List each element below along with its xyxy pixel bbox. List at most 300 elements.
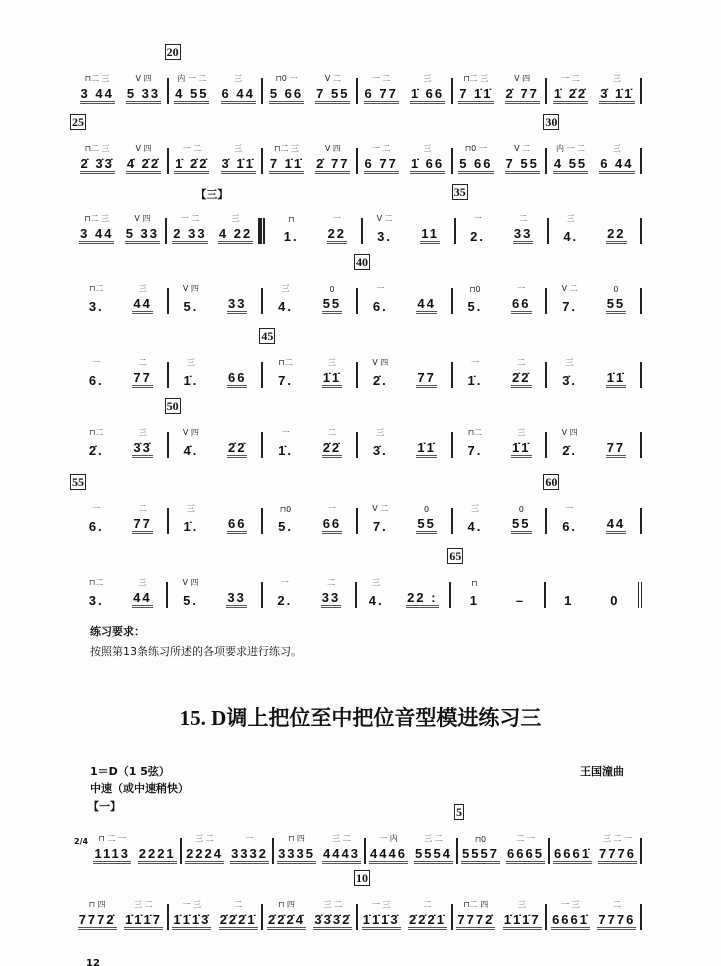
measure xyxy=(169,900,264,930)
measure xyxy=(357,578,451,608)
note-group xyxy=(467,428,484,458)
measure xyxy=(74,428,169,458)
section-label: 【三】 xyxy=(195,188,229,201)
note-group xyxy=(322,285,342,314)
note-group xyxy=(88,428,105,458)
notes: 2̇ 3̇3̇ xyxy=(80,156,115,174)
notes: 2. xyxy=(470,229,485,244)
notes: 5. xyxy=(278,519,294,534)
notes: 5 33 xyxy=(126,86,161,104)
fingering-bowing: ⊓二 xyxy=(89,428,104,437)
notes: 1̇1̇1̇3̇ xyxy=(362,912,401,930)
note-group xyxy=(88,578,105,608)
fingering-bowing: ⊓ 二 一 xyxy=(98,834,126,843)
notes: 6665 xyxy=(506,846,545,864)
notes: 6661̇ xyxy=(553,846,592,864)
fingering-bowing: V 四 xyxy=(182,428,199,437)
measure xyxy=(263,900,358,930)
note-group xyxy=(563,593,574,608)
rehearsal-mark: 55 xyxy=(72,475,84,489)
note-group xyxy=(230,834,269,864)
rehearsal-mark: 65 xyxy=(449,549,462,563)
notes: 2̇2̇2̇1̇ xyxy=(219,912,258,930)
note-group xyxy=(269,74,304,104)
fingering-bowing: 三 xyxy=(372,578,381,587)
notes: 7 1̇1̇ xyxy=(458,86,493,104)
note-group xyxy=(132,284,152,314)
fingering-bowing: ⊓0 一 xyxy=(464,144,487,153)
notes: 4. xyxy=(467,519,483,534)
note-group xyxy=(78,900,117,930)
fingering-bowing: ⊓0 xyxy=(279,505,292,514)
measure xyxy=(182,834,274,864)
notes: 3335 xyxy=(277,846,316,864)
fingering-bowing: ⊓ xyxy=(288,215,295,224)
note-group xyxy=(561,504,578,534)
note-group xyxy=(362,900,401,930)
time-signature: 2/4 xyxy=(74,837,89,846)
measure xyxy=(358,428,453,458)
fingering-bowing: 0 xyxy=(329,285,335,294)
notes: 1̇1̇ xyxy=(606,370,626,388)
notes: 1̇ 66 xyxy=(410,156,445,174)
notes: 7772̇ xyxy=(456,912,495,930)
fingering-bowing: V 二 xyxy=(514,144,531,153)
fingering-bowing: ⊓0 一 xyxy=(275,74,298,83)
notes: 55 xyxy=(606,296,626,314)
score-system xyxy=(74,805,642,866)
measure xyxy=(274,834,366,864)
tempo-marking: 中速（或中速稍快） xyxy=(90,782,189,795)
rehearsal-mark: 30 xyxy=(545,115,558,129)
note-group xyxy=(126,74,161,104)
note-group xyxy=(183,504,200,534)
measure xyxy=(74,358,169,388)
note-group xyxy=(467,504,484,534)
note-group xyxy=(511,428,531,458)
notes: 66 xyxy=(511,296,531,314)
fingering-bowing: ⊓二 三 xyxy=(84,214,110,223)
note-group xyxy=(506,834,545,864)
measure xyxy=(261,329,358,388)
measure xyxy=(263,504,358,534)
notes: 4̇. xyxy=(183,443,199,458)
measure xyxy=(356,871,453,930)
note-group xyxy=(322,834,361,864)
notes: 77 xyxy=(416,370,436,388)
notes: 2224 xyxy=(185,846,224,864)
fingering-bowing: 三 二 xyxy=(424,834,443,843)
note-group xyxy=(267,900,306,930)
notes: 5 33 xyxy=(125,226,160,244)
notes: 2221 xyxy=(138,846,177,864)
fingering-bowing: 二 xyxy=(234,900,243,909)
score-system xyxy=(74,185,642,246)
note-group xyxy=(226,590,246,608)
measure xyxy=(168,578,262,608)
notes: 4 22 xyxy=(218,226,253,244)
measure xyxy=(547,428,642,458)
fingering-bowing: 一 xyxy=(473,214,482,223)
fingering-bowing: V 四 xyxy=(182,578,199,587)
fingering-bowing: 一 三 xyxy=(371,900,391,909)
notes: 66 xyxy=(227,516,247,534)
note-group xyxy=(606,285,626,314)
measure xyxy=(453,900,548,930)
notes: 4 55 xyxy=(174,86,209,104)
fingering-bowing: V 四 xyxy=(561,428,578,437)
fingering-bowing: ⊓二 xyxy=(89,578,104,587)
note-group xyxy=(606,226,626,244)
measure xyxy=(547,358,642,388)
notes: 2̇2̇ xyxy=(227,440,247,458)
notes: 7776 xyxy=(597,912,636,930)
fingering-bowing: 0 xyxy=(424,505,430,514)
notes: 77 xyxy=(606,440,626,458)
fingering-bowing: 一 二 xyxy=(182,144,202,153)
note-group xyxy=(553,846,592,864)
section-label: 【一】 xyxy=(88,800,121,813)
notes: 5 66 xyxy=(269,86,304,104)
fingering-bowing: V 四 xyxy=(135,144,152,153)
note-group xyxy=(458,74,493,104)
note-group xyxy=(372,504,389,534)
measure xyxy=(263,144,358,174)
note-group xyxy=(467,285,484,314)
practice-requirements-heading: 练习要求： xyxy=(90,625,145,638)
notes: 33 xyxy=(513,226,533,244)
notes: 7 55 xyxy=(315,86,350,104)
measure xyxy=(74,74,169,104)
fingering-bowing: V 二 xyxy=(376,214,393,223)
notes: – xyxy=(515,593,526,608)
fingering-bowing: 内 一 二 xyxy=(177,74,207,83)
notes: 33 xyxy=(321,590,341,608)
measure xyxy=(547,74,642,104)
notes: 6 77 xyxy=(364,86,399,104)
fingering-bowing: 三 xyxy=(281,284,290,293)
fingering-bowing: 三 二 一 xyxy=(602,834,632,843)
measure xyxy=(166,45,264,104)
notes: 1̇1̇ xyxy=(416,440,436,458)
fingering-bowing: V 四 xyxy=(514,74,531,83)
fingering-bowing: 二 xyxy=(138,504,147,513)
notes: 4. xyxy=(278,299,294,314)
note-group xyxy=(322,504,342,534)
notes: 55 xyxy=(322,296,342,314)
notes: 2̇. xyxy=(88,443,104,458)
note-group xyxy=(172,900,211,930)
notes: 1. xyxy=(283,229,299,244)
measure xyxy=(453,185,549,244)
notes: 7 1̇1̇ xyxy=(269,156,304,174)
score-system xyxy=(74,549,642,610)
notes: 44 xyxy=(416,296,436,314)
measure xyxy=(74,900,169,930)
notes: 2 33 xyxy=(172,226,207,244)
fingering-bowing: 三 xyxy=(186,504,195,513)
note-group xyxy=(609,593,620,608)
fingering-bowing: V 四 xyxy=(182,284,199,293)
note-group xyxy=(503,900,542,930)
fingering-bowing: 二 一 xyxy=(516,834,535,843)
fingering-bowing: ⊓0 xyxy=(474,835,487,844)
measure xyxy=(549,214,642,244)
fingering-bowing: 一 xyxy=(92,504,101,513)
note-group xyxy=(182,284,200,314)
note-group xyxy=(368,578,385,608)
note-group xyxy=(364,144,399,174)
fingering-bowing: 二 xyxy=(327,428,336,437)
note-group xyxy=(414,834,453,864)
notes: 3 44 xyxy=(80,86,115,104)
note-group xyxy=(93,834,131,864)
note-group xyxy=(599,144,634,174)
fingering-bowing: 三 xyxy=(327,358,336,367)
note-group xyxy=(227,516,247,534)
note-group xyxy=(88,284,105,314)
rehearsal-mark: 20 xyxy=(166,45,179,59)
note-group xyxy=(80,74,115,104)
fingering-bowing: ⊓ 四 xyxy=(288,834,305,843)
measure xyxy=(453,504,548,534)
fingering-bowing: ⊓二 xyxy=(467,428,483,437)
notes: 6. xyxy=(372,299,388,314)
note-group xyxy=(456,900,495,930)
note-group xyxy=(606,516,626,534)
fingering-bowing: V 四 xyxy=(324,144,341,153)
rehearsal-mark: 40 xyxy=(356,255,369,269)
measure xyxy=(453,428,548,458)
note-group xyxy=(185,834,224,864)
notes: 6. xyxy=(88,519,104,534)
measure xyxy=(546,582,642,608)
notes: 5. xyxy=(467,299,483,314)
score-system xyxy=(74,399,642,460)
notes: 7. xyxy=(372,519,388,534)
note-group xyxy=(227,370,247,388)
page-number: 12 xyxy=(86,958,100,966)
measure xyxy=(550,834,642,864)
notes: 77 xyxy=(132,370,152,388)
fingering-bowing: 三 二 xyxy=(323,900,343,909)
notes: 7772̇ xyxy=(78,912,117,930)
notes: 2̇2̇2̇1̇ xyxy=(408,912,447,930)
note-group xyxy=(505,144,540,174)
notes: 22 xyxy=(606,226,626,244)
measure xyxy=(74,578,168,608)
note-group xyxy=(511,284,531,314)
fingering-bowing: ⊓ 四 xyxy=(88,900,106,909)
note-group xyxy=(322,358,342,388)
fingering-bowing: 一 xyxy=(517,284,526,293)
measure xyxy=(366,834,458,864)
fingering-bowing: 三 xyxy=(612,74,621,83)
note-group xyxy=(183,358,200,388)
note-group xyxy=(182,578,199,608)
fingering-bowing: 一 xyxy=(280,578,289,587)
note-group xyxy=(125,214,160,244)
note-group xyxy=(174,144,209,174)
fingering-bowing: 一 三 xyxy=(561,900,580,909)
rehearsal-mark: 35 xyxy=(453,185,466,199)
note-group xyxy=(227,296,247,314)
score-system xyxy=(74,329,642,390)
rehearsal-mark: 50 xyxy=(166,399,179,413)
note-group xyxy=(511,505,531,534)
notes: 3 44 xyxy=(79,226,114,244)
fingering-bowing: 二 xyxy=(519,214,528,223)
note-group xyxy=(172,214,207,244)
note-group xyxy=(276,578,293,608)
fingering-bowing: 三 xyxy=(234,74,243,83)
fingering-bowing: ⊓二 三 xyxy=(463,74,489,83)
measure xyxy=(358,358,453,388)
notes: 1113 xyxy=(93,846,131,864)
note-group xyxy=(561,284,578,314)
note-group xyxy=(372,284,389,314)
fingering-bowing: 三 xyxy=(138,284,147,293)
note-group xyxy=(277,834,316,864)
note-group xyxy=(511,358,531,388)
measure xyxy=(90,834,182,864)
notes: 3̇ 1̇1̇ xyxy=(599,86,634,104)
note-group xyxy=(416,440,436,458)
note-group xyxy=(467,358,484,388)
fingering-bowing: 三 xyxy=(376,428,385,437)
notes: 1̇. xyxy=(183,373,199,388)
measure xyxy=(263,284,358,314)
notes: 7 55 xyxy=(505,156,540,174)
note-group xyxy=(551,900,590,930)
notes: 5. xyxy=(183,299,199,314)
note-group xyxy=(221,74,256,104)
measure xyxy=(169,284,264,314)
measure xyxy=(545,115,642,174)
fingering-bowing: 三 xyxy=(470,504,479,513)
note-group xyxy=(372,358,389,388)
fingering-bowing: 三 xyxy=(518,900,527,909)
notes: 66 xyxy=(322,516,342,534)
notes: 1̇1̇ xyxy=(511,440,531,458)
note-group xyxy=(132,358,152,388)
notes: 5554 xyxy=(414,846,453,864)
notes: 6. xyxy=(88,373,104,388)
fingering-bowing: 二 xyxy=(423,900,432,909)
notes: 3. xyxy=(377,229,392,244)
notes: 7. xyxy=(562,299,578,314)
piece-title: 15. D调上把位至中把位音型模进练习三 xyxy=(179,706,542,730)
notes: 33 xyxy=(226,590,246,608)
score-system xyxy=(72,475,642,536)
notes: 1̇. xyxy=(183,519,199,534)
notes: 1̇1̇ xyxy=(322,370,342,388)
note-group xyxy=(313,900,352,930)
rehearsal-mark: 5 xyxy=(456,805,462,819)
note-group xyxy=(369,834,408,864)
notes: 4. xyxy=(368,593,384,608)
fingering-bowing: ⊓ xyxy=(471,579,478,588)
note-group xyxy=(598,834,637,864)
notes: 55 xyxy=(511,516,531,534)
measure xyxy=(356,255,453,314)
notes: 4. xyxy=(563,229,579,244)
note-group xyxy=(505,74,540,104)
notes: 1̇ 2̇2̇ xyxy=(174,156,209,174)
note-group xyxy=(410,74,445,104)
measure xyxy=(358,504,453,534)
fingering-bowing: 三 xyxy=(517,428,526,437)
measure xyxy=(453,284,548,314)
notes: 1̇. xyxy=(278,443,294,458)
fingering-bowing: 三 xyxy=(186,358,195,367)
measure xyxy=(72,115,169,174)
fingering-bowing: 一 三 xyxy=(182,900,202,909)
fingering-bowing: 三 xyxy=(423,74,432,83)
note-group xyxy=(79,214,114,244)
notes: 5. xyxy=(183,593,198,608)
note-group xyxy=(322,428,342,458)
fingering-bowing: 三 xyxy=(138,428,147,437)
notes: 3̇ 1̇1̇ xyxy=(221,156,256,174)
measure xyxy=(74,214,167,244)
note-group xyxy=(561,428,578,458)
notes: 22 xyxy=(327,226,347,244)
notes: 3̇3̇3̇2̇ xyxy=(313,912,352,930)
note-group xyxy=(469,579,480,608)
fingering-bowing: 一 xyxy=(470,358,479,367)
note-group xyxy=(132,428,152,458)
note-group xyxy=(364,74,399,104)
notes: 3̇3̇ xyxy=(132,440,152,458)
fingering-bowing: V 四 xyxy=(134,214,151,223)
note-group xyxy=(315,144,350,174)
note-group xyxy=(553,144,588,174)
note-group xyxy=(461,835,500,864)
note-group xyxy=(227,440,247,458)
note-group xyxy=(132,578,152,608)
note-group xyxy=(138,846,177,864)
notes: 2̇. xyxy=(562,443,578,458)
fingering-bowing: 三 二 xyxy=(134,900,153,909)
notes: 6. xyxy=(562,519,578,534)
notes: 7. xyxy=(467,443,483,458)
note-group xyxy=(88,504,105,534)
notes: 6 44 xyxy=(599,156,634,174)
fingering-bowing: 三 xyxy=(231,214,240,223)
note-group xyxy=(597,900,636,930)
notes: 1̇1̇1̇3̇ xyxy=(172,912,211,930)
notes: 1̇1̇1̇7 xyxy=(503,912,542,930)
note-group xyxy=(376,214,393,244)
fingering-bowing: 一 二 xyxy=(561,74,580,83)
notes: 3̇. xyxy=(372,443,388,458)
notes: 4 55 xyxy=(553,156,588,174)
note-group xyxy=(561,358,578,388)
fingering-bowing: 0 xyxy=(613,285,619,294)
fingering-bowing: 内 一 二 xyxy=(555,144,586,153)
note-group xyxy=(221,144,256,174)
note-group xyxy=(406,590,438,608)
note-group xyxy=(599,74,634,104)
fingering-bowing: 0 xyxy=(518,505,524,514)
note-group xyxy=(513,214,533,244)
fingering-bowing: V 二 xyxy=(561,284,578,293)
notes: 44 xyxy=(606,516,626,534)
composer: 王国潼曲 xyxy=(580,765,624,778)
notes: 1̇ 2̇2̇ xyxy=(553,86,588,104)
fingering-bowing: V 四 xyxy=(135,74,152,83)
